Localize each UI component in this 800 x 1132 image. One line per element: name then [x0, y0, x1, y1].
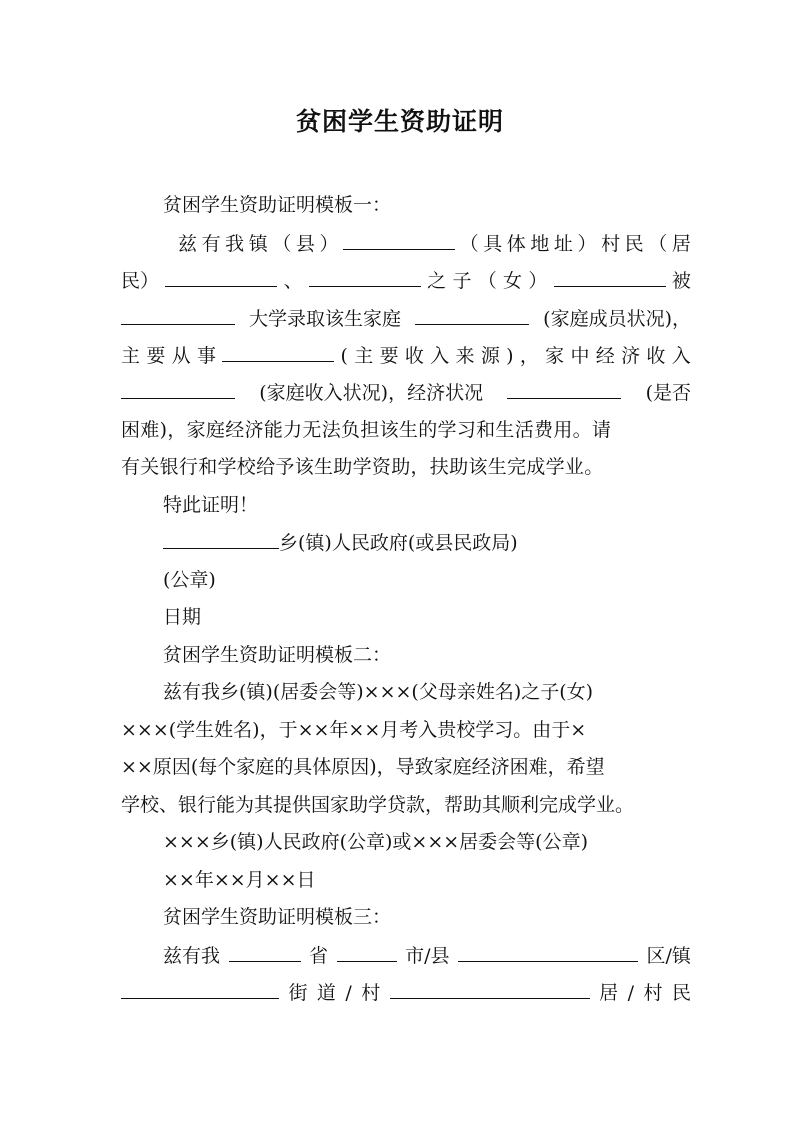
- template2-signer: ×××乡(镇)人民政府(公章)或×××居委会等(公章): [163, 831, 588, 853]
- document-title: 贫困学生资助证明: [295, 107, 504, 136]
- template2-line1: 兹有我乡(镇)(居委会等)×××(父母亲姓名)之子(女): [163, 681, 594, 703]
- template3-heading: 贫困学生资助证明模板三：: [163, 906, 392, 928]
- template3-line1: 兹有我 省 市/县 区/镇: [163, 945, 691, 967]
- template1-line4: 主 要 从 事 ( 主 要 收 入 来 源 ) ， 家 中 经 济 收 入: [121, 345, 691, 367]
- template2-date: ××年××月××日: [163, 869, 316, 891]
- template2-line4: 学校、银行能为其提供国家助学贷款，帮助其顺利完成学业。: [121, 794, 635, 816]
- blank-field[interactable]: [163, 530, 279, 549]
- blank-field[interactable]: [390, 980, 590, 999]
- blank-field[interactable]: [165, 268, 277, 287]
- template2-line3: ××原因(每个家庭的具体原因)，导致家庭经济困难，希望: [121, 756, 605, 778]
- template1-line5: (家庭收入状况)，经济状况 (是否: [121, 380, 691, 405]
- blank-field[interactable]: [507, 380, 621, 399]
- template1-line2: 民） 、 之 子 （ 女 ） 被: [121, 270, 691, 292]
- template2-line2: ×××(学生姓名)，于××年××月考入贵校学习。由于×: [121, 719, 587, 741]
- template1-heading: 贫困学生资助证明模板一：: [163, 194, 392, 216]
- template1-date: 日期: [163, 606, 202, 628]
- template1-line7: 有关银行和学校给予该生助学资助，扶助该生完成学业。: [121, 456, 604, 478]
- template1-line6: 困难)，家庭经济能力无法负担该生的学习和生活费用。请: [121, 419, 612, 441]
- blank-field[interactable]: [121, 380, 235, 399]
- template1-government-line: 乡(镇)人民政府(或县民政局): [163, 530, 691, 555]
- template1-line3: 大学录取该生家庭 (家庭成员状况)，: [121, 306, 691, 331]
- blank-field[interactable]: [222, 343, 334, 362]
- blank-field[interactable]: [458, 943, 638, 962]
- blank-field[interactable]: [229, 943, 301, 962]
- blank-field[interactable]: [343, 231, 455, 250]
- template3-line2: 街 道 / 村 居 / 村 民: [121, 980, 691, 1005]
- blank-field[interactable]: [337, 943, 397, 962]
- blank-field[interactable]: [554, 268, 666, 287]
- template1-closing: 特此证明！: [163, 494, 259, 516]
- blank-field[interactable]: [309, 268, 421, 287]
- blank-field[interactable]: [121, 306, 235, 325]
- blank-field[interactable]: [415, 306, 529, 325]
- blank-field[interactable]: [121, 980, 279, 999]
- template2-heading: 贫困学生资助证明模板二：: [163, 644, 392, 666]
- template1-line1: 兹 有 我 镇 （ 县 ） （ 具 体 地 址 ） 村 民 （ 居: [178, 233, 691, 255]
- template1-seal: (公章): [163, 569, 216, 591]
